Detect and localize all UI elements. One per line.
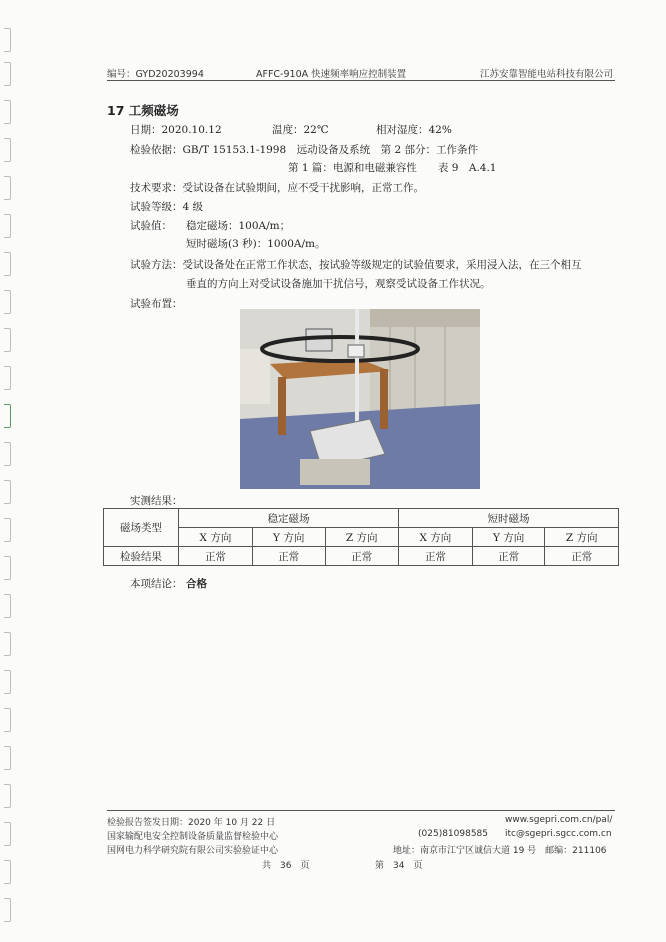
test-basis: 检验依据：GB/T 15153.1-1998 远动设备及系统 第 2 部分：工作条件 bbox=[130, 144, 479, 156]
product-name: AFFC-910A 快速频率响应控制装置 bbox=[256, 69, 407, 80]
table-row bbox=[104, 547, 619, 566]
section-title: 17 工频磁场 bbox=[107, 103, 179, 118]
result-cell: 正常 bbox=[325, 547, 398, 566]
page-number: 第 34 页 bbox=[375, 861, 423, 871]
test-basis-cont: 第 1 篇：电源和电磁兼容性 表 9 A.4.1 bbox=[288, 162, 497, 174]
direction-header: X 方向 bbox=[179, 528, 253, 547]
sign-date: 检验报告签发日期：2020 年 10 月 22 日 bbox=[107, 818, 276, 828]
test-method: 试验方法：受试设备处在正常工作状态，按试验等级规定的试验值要求，采用浸入法，在三个相互 bbox=[130, 259, 582, 271]
conclusion-value: 合格 bbox=[186, 578, 207, 590]
result-cell: 正常 bbox=[472, 547, 545, 566]
result-cell: 正常 bbox=[398, 547, 472, 566]
conclusion-label: 本项结论： bbox=[130, 578, 183, 590]
temperature: 温度：22℃ bbox=[272, 124, 329, 136]
technical-requirement: 技术要求：受试设备在试验期间，应不受干扰影响，正常工作。 bbox=[130, 182, 424, 194]
test-method-cont: 垂直的方向上对受试设备施加干扰信号，观察受试设备工作状况。 bbox=[186, 278, 491, 290]
short-field-value: 短时磁场(3 秒)：1000A/m。 bbox=[186, 238, 326, 250]
test-setup-photo bbox=[240, 309, 480, 489]
company-name: 江苏安靠智能电站科技有限公司 bbox=[480, 69, 614, 80]
short-field-header: 短时磁场 bbox=[398, 509, 618, 528]
result-cell: 正常 bbox=[545, 547, 619, 566]
footer-rule bbox=[107, 810, 615, 811]
results-label: 实测结果： bbox=[130, 495, 183, 507]
test-date: 日期：2020.10.12 bbox=[130, 124, 222, 136]
report-number: 编号：GYD20203994 bbox=[107, 69, 204, 80]
test-value-label: 试验值： bbox=[130, 220, 172, 232]
result-cell: 正常 bbox=[252, 547, 325, 566]
total-pages: 共 36 页 bbox=[262, 861, 310, 871]
header-rule bbox=[107, 80, 615, 81]
address: 地址：南京市江宁区诚信大道 19 号 邮编：211106 bbox=[393, 846, 607, 856]
org-name-2: 国网电力科学研究院有限公司实验验证中心 bbox=[107, 846, 279, 856]
result-row-label: 检验结果 bbox=[104, 547, 179, 566]
table-row bbox=[104, 509, 619, 528]
result-cell: 正常 bbox=[179, 547, 253, 566]
steady-field-value: 稳定磁场：100A/m； bbox=[186, 220, 291, 232]
direction-header: Y 方向 bbox=[472, 528, 545, 547]
table-row bbox=[104, 528, 619, 547]
test-level: 试验等级：4 级 bbox=[130, 201, 204, 213]
org-name-1: 国家输配电安全控制设备质量监督检验中心 bbox=[107, 832, 279, 842]
phone: (025)81098585 bbox=[418, 829, 489, 839]
direction-header: X 方向 bbox=[398, 528, 472, 547]
test-layout-label: 试验布置： bbox=[130, 298, 183, 310]
direction-header: Z 方向 bbox=[325, 528, 398, 547]
direction-header: Y 方向 bbox=[252, 528, 325, 547]
field-type-header: 磁场类型 bbox=[104, 509, 179, 547]
website: www.sgepri.com.cn/pal/ bbox=[505, 815, 613, 825]
results-table bbox=[103, 508, 619, 566]
direction-header: Z 方向 bbox=[545, 528, 619, 547]
email: itc@sgepri.sgcc.com.cn bbox=[505, 829, 612, 839]
steady-field-header: 稳定磁场 bbox=[179, 509, 399, 528]
humidity: 相对湿度：42% bbox=[376, 124, 452, 136]
